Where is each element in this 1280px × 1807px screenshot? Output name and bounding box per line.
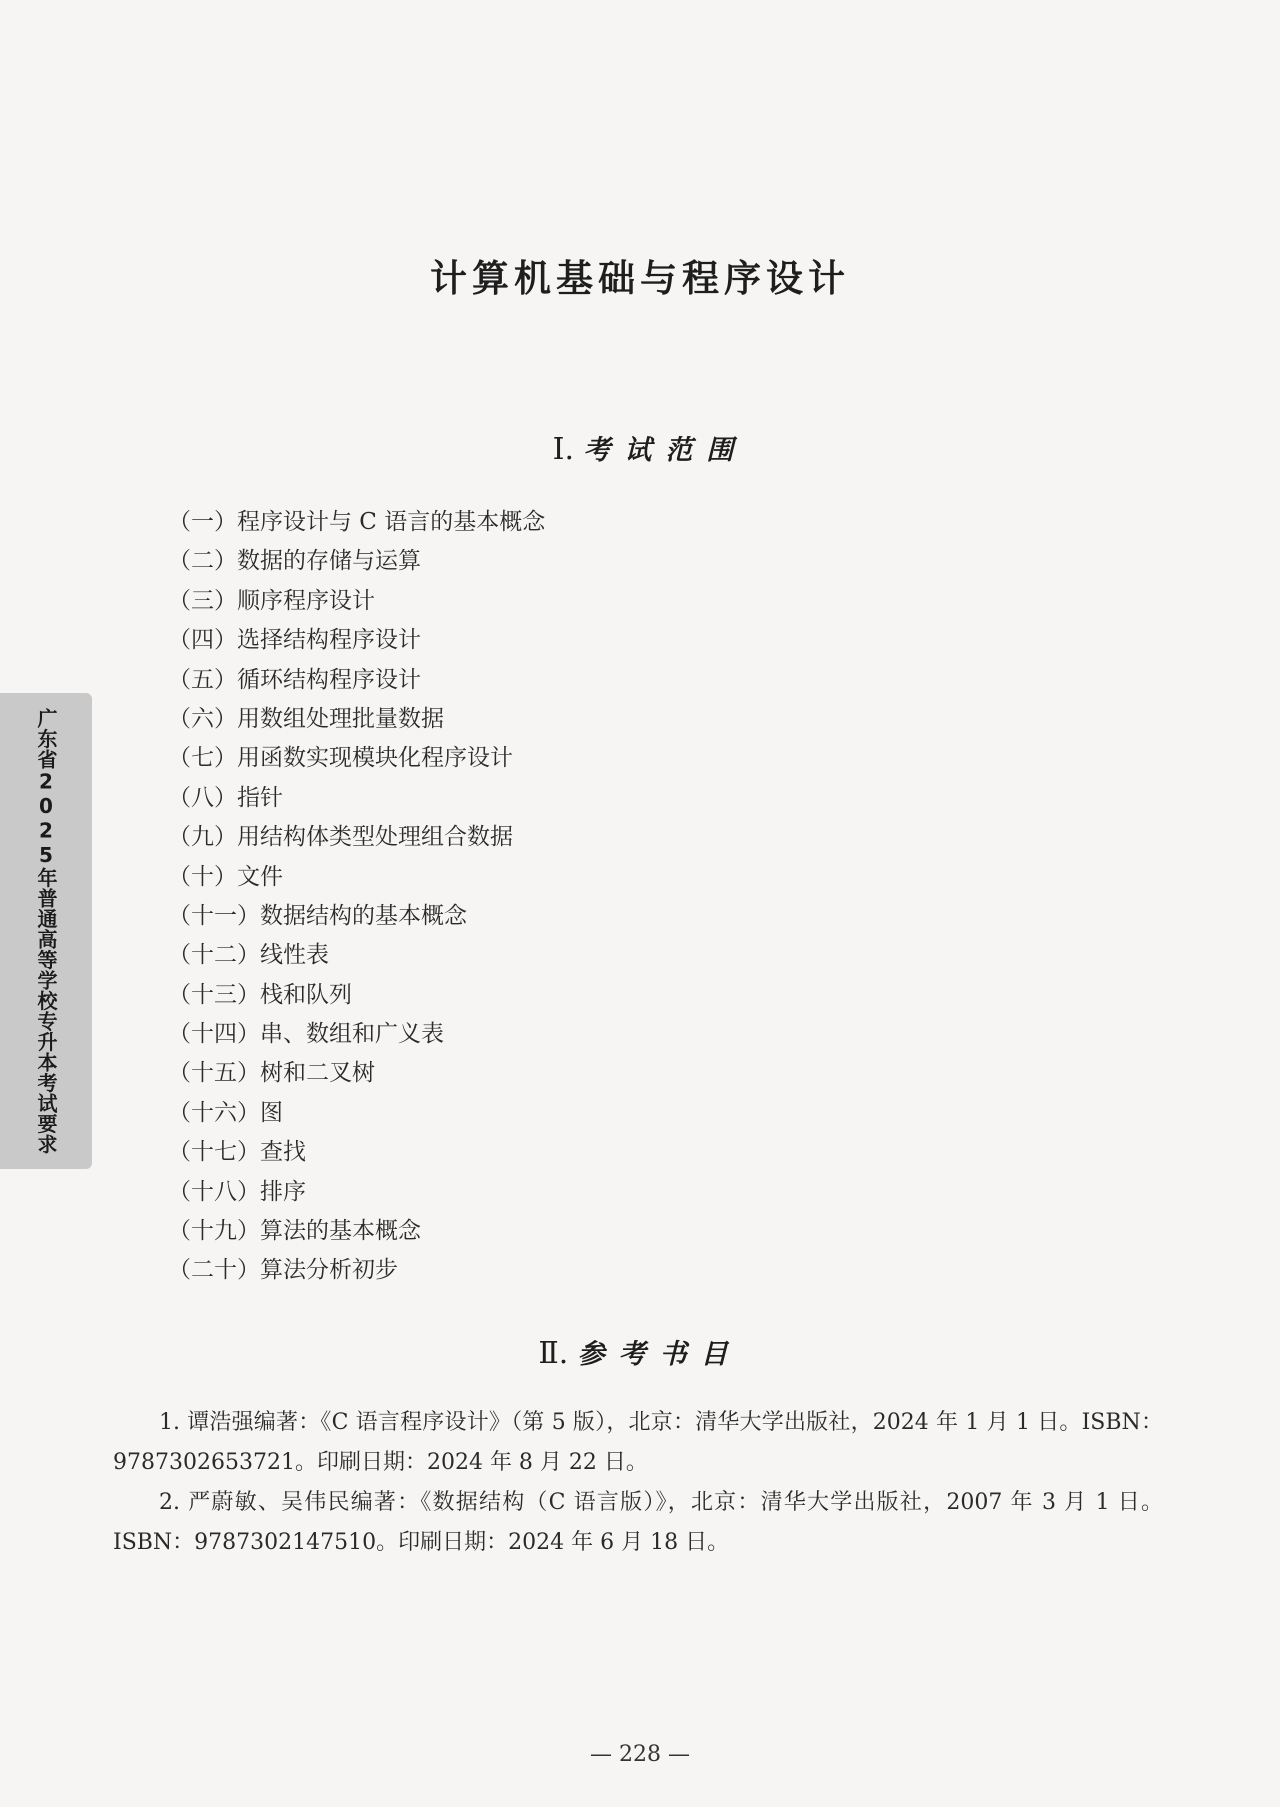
section-numeral: Ⅰ. bbox=[552, 432, 574, 467]
list-item: （三）顺序程序设计 bbox=[168, 587, 375, 614]
list-item: （十）文件 bbox=[168, 863, 283, 890]
list-item: （十三）栈和队列 bbox=[168, 981, 352, 1008]
list-item: （十六）图 bbox=[168, 1099, 283, 1126]
reference-item: 1. 谭浩强编著：《C 语言程序设计》（第 5 版），北京：清华大学出版社，2024 年 1 月 1 日。ISBN：9787302653721。印刷日期：2024 年 8 月 22 日。 bbox=[113, 1410, 1163, 1475]
side-tab bbox=[0, 693, 92, 1169]
section-heading-text: 参考书目 bbox=[577, 1339, 742, 1370]
page-number: — 228 — bbox=[590, 1742, 690, 1767]
list-item: （九）用结构体类型处理组合数据 bbox=[168, 824, 513, 851]
side-tab-label: 广东省2025年普通高等学校专升本考试要求 bbox=[34, 707, 58, 1155]
list-item: （十八）排序 bbox=[168, 1178, 306, 1205]
list-item: （二）数据的存储与运算 bbox=[168, 548, 421, 575]
list-item: （十七）查找 bbox=[168, 1139, 306, 1166]
list-item: （一）程序设计与 C 语言的基本概念 bbox=[168, 509, 546, 535]
list-item: （十二）线性表 bbox=[168, 942, 329, 969]
section-heading-references bbox=[0, 1332, 1280, 1371]
list-item: （二十）算法分析初步 bbox=[168, 1257, 398, 1284]
page-title: 计算机基础与程序设计 bbox=[430, 257, 850, 300]
list-item: （五）循环结构程序设计 bbox=[168, 666, 421, 693]
list-item: （六）用数组处理批量数据 bbox=[168, 705, 444, 732]
list-item: （七）用函数实现模块化程序设计 bbox=[168, 745, 513, 772]
reference-list bbox=[113, 1403, 1163, 1563]
reference-item: 2. 严蔚敏、吴伟民编著：《数据结构（C 语言版）》，北京：清华大学出版社，2007 年 3 月 1 日。ISBN：9787302147510。印刷日期：2024 年 6 月 18 日。 bbox=[113, 1490, 1163, 1555]
list-item: （十五）树和二叉树 bbox=[168, 1060, 375, 1087]
list-item: （八）指针 bbox=[168, 784, 283, 811]
list-item: （十四）串、数组和广义表 bbox=[168, 1021, 444, 1048]
section-numeral: Ⅱ. bbox=[538, 1336, 569, 1371]
list-item: （十一）数据结构的基本概念 bbox=[168, 902, 467, 929]
list-item: （十九）算法的基本概念 bbox=[168, 1218, 421, 1245]
section-heading-text: 考试范围 bbox=[583, 435, 748, 466]
list-item: （四）选择结构程序设计 bbox=[168, 627, 421, 654]
exam-topic-list bbox=[168, 503, 545, 1291]
section-heading-exam-scope bbox=[10, 428, 1280, 467]
